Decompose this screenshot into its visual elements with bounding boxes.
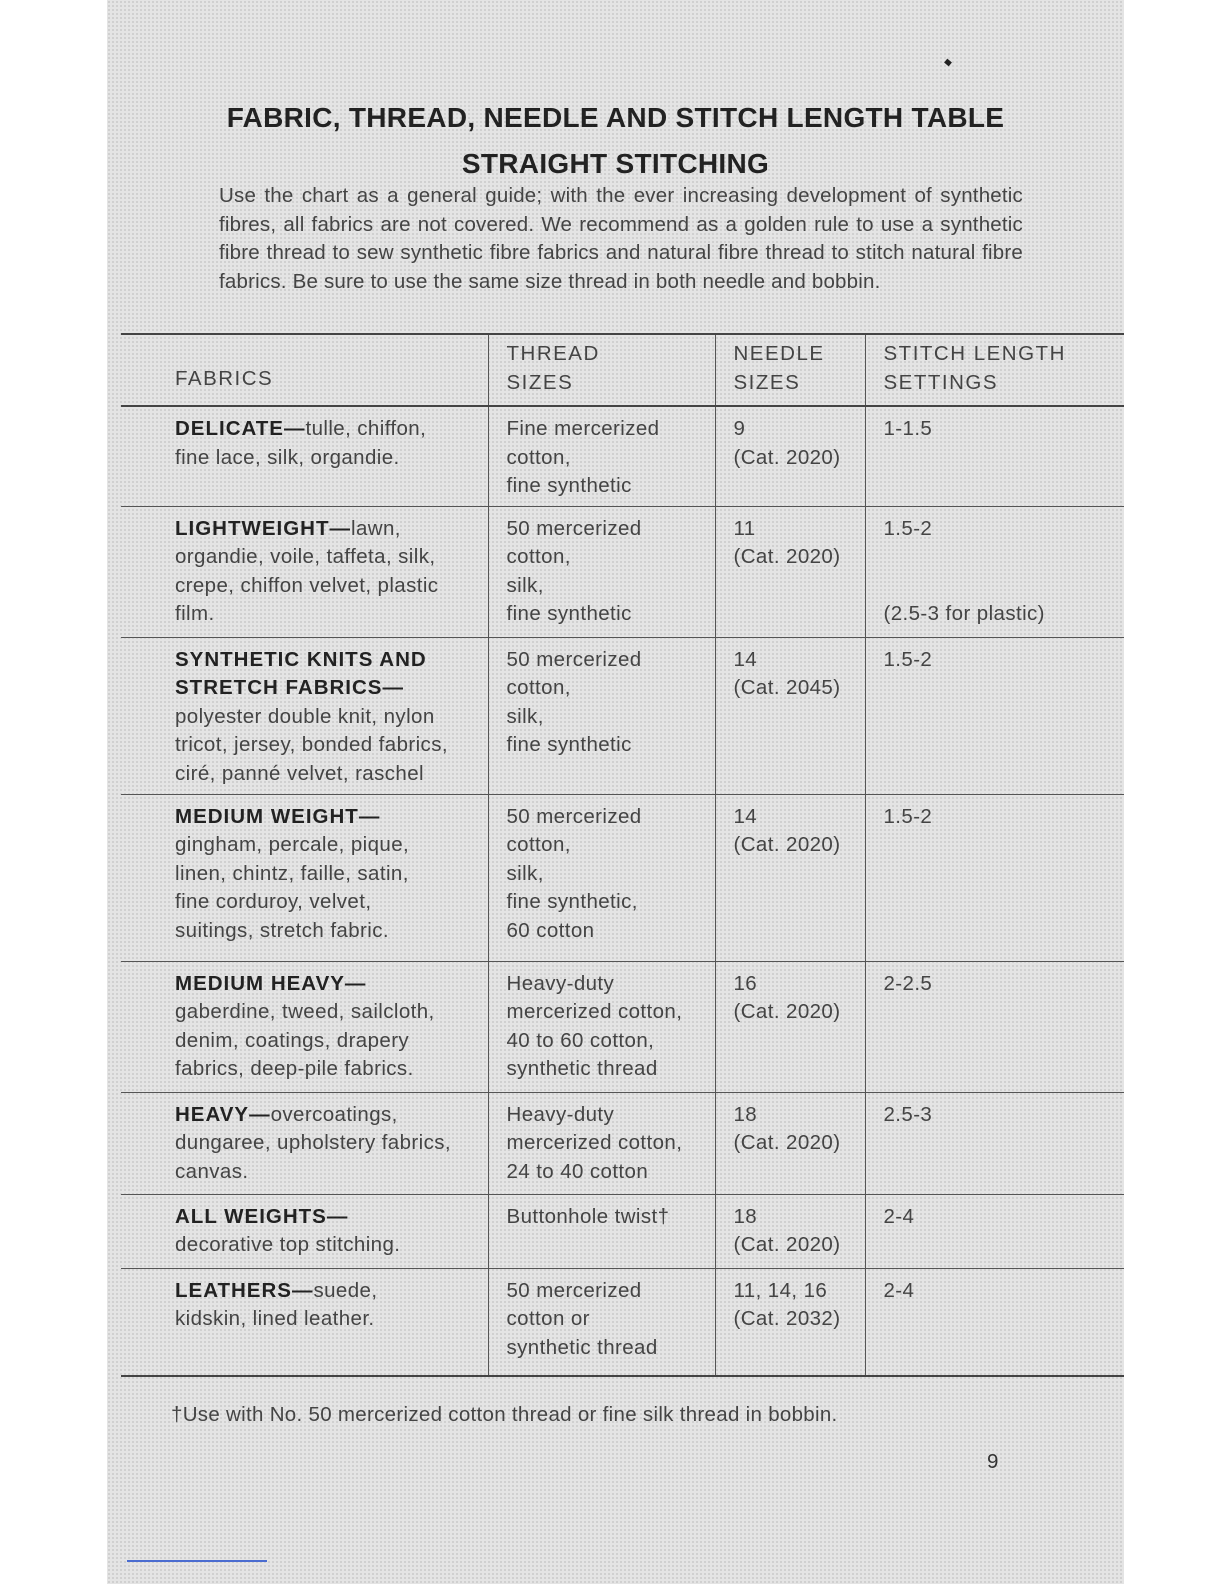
fabric-cell: [121, 406, 488, 506]
stitch-cell: 2-2.5: [865, 961, 1124, 1092]
fabric-cell: [121, 1194, 488, 1268]
fabric-description: suede, kidskin, lined leather.: [175, 1278, 378, 1330]
fabric-description: gaberdine, tweed, sailcloth, denim, coatings, drapery fabrics, deep-pile fabrics.: [175, 1000, 435, 1080]
needle-cell: 18 (Cat. 2020): [715, 1092, 865, 1194]
needle-cell: 14 (Cat. 2020): [715, 794, 865, 961]
fabric-description: decorative top stitching.: [175, 1233, 401, 1256]
fabric-description: lawn, organdie, voile, taffeta, silk, crepe, chiffon velvet, plastic film.: [175, 516, 439, 625]
stitch-cell: 1.5-2: [865, 794, 1124, 961]
table-row: [121, 961, 1124, 1092]
fabric-cell: [121, 506, 488, 637]
stitch-table: [121, 333, 1124, 1377]
thread-cell: 50 mercerized cotton, silk, fine synthetic, 60 cotton: [488, 794, 715, 961]
fabric-description: tulle, chiffon, fine lace, silk, organdie.: [175, 417, 427, 469]
fabric-cell: [121, 637, 488, 794]
page-number: 9: [987, 1450, 999, 1473]
fabric-name: ALL WEIGHTS—: [175, 1204, 349, 1228]
table-header-row: [121, 334, 1124, 406]
needle-cell: 11 (Cat. 2020): [715, 506, 865, 637]
fabric-name: MEDIUM HEAVY—: [175, 971, 367, 995]
needle-cell: 11, 14, 16 (Cat. 2032): [715, 1268, 865, 1376]
thread-cell: Buttonhole twist†: [488, 1194, 715, 1268]
table-row: [121, 794, 1124, 961]
page-subtitle: STRAIGHT STITCHING: [461, 148, 770, 179]
header-stitch-length: STITCH LENGTH SETTINGS: [865, 334, 1124, 406]
table-row: [121, 1194, 1124, 1268]
thread-cell: 50 mercerized cotton or synthetic thread: [488, 1268, 715, 1376]
fabric-name: DELICATE—: [175, 417, 306, 440]
fabric-cell: [121, 1092, 488, 1194]
scan-speck: [944, 59, 952, 67]
intro-paragraph: Use the chart as a general guide; with the ever increasing development of synthetic fibres, all fabrics are not covered. We recommend as a golden rule to use a synthetic fibre thread to sew synthetic fibre fabrics and natural fibre thread to stitch natural fibre fabrics. Be sure to use the same size thread in both needle and bobbin.: [219, 184, 1023, 293]
table-row: [121, 637, 1124, 794]
needle-cell: 16 (Cat. 2020): [715, 961, 865, 1092]
stitch-cell: 2.5-3: [865, 1092, 1124, 1194]
fabric-description: gingham, percale, pique, linen, chintz, faille, satin, fine corduroy, velvet, suitings, stretch fabric.: [175, 833, 410, 942]
footnote: †Use with No. 50 mercerized cotton thread or fine silk thread in bobbin.: [171, 1403, 838, 1426]
needle-cell: 9 (Cat. 2020): [715, 406, 865, 506]
needle-cell: 14 (Cat. 2045): [715, 637, 865, 794]
table-row: [121, 1268, 1124, 1376]
stitch-cell: 2-4: [865, 1268, 1124, 1376]
header-fabrics: FABRICS: [121, 334, 488, 406]
needle-cell: 18 (Cat. 2020): [715, 1194, 865, 1268]
fabric-cell: [121, 1268, 488, 1376]
page-title: FABRIC, THREAD, NEEDLE AND STITCH LENGTH TABLE: [226, 102, 1005, 133]
thread-cell: 50 mercerized cotton, silk, fine synthetic: [488, 637, 715, 794]
table-row: [121, 506, 1124, 637]
table-row: [121, 1092, 1124, 1194]
header-needle-sizes: NEEDLE SIZES: [715, 334, 865, 406]
scan-edge-mark: [127, 1560, 267, 1562]
fabric-name: HEAVY—: [175, 1102, 271, 1126]
fabric-name: LEATHERS—: [175, 1278, 314, 1302]
fabric-description: overcoatings, dungaree, upholstery fabrics, canvas.: [175, 1102, 451, 1183]
fabric-name: LIGHTWEIGHT—: [175, 516, 351, 540]
stitch-cell: 1.5-2: [865, 637, 1124, 794]
fabric-description: polyester double knit, nylon tricot, jersey, bonded fabrics, ciré, panné velvet, raschel: [175, 704, 448, 785]
fabric-name: MEDIUM WEIGHT—: [175, 804, 381, 828]
document-page: [107, 0, 1124, 1584]
table-row: [121, 406, 1124, 506]
fabric-cell: [121, 794, 488, 961]
thread-cell: Fine mercerized cotton, fine synthetic: [488, 406, 715, 506]
thread-cell: 50 mercerized cotton, silk, fine synthetic: [488, 506, 715, 637]
thread-cell: Heavy-duty mercerized cotton, 24 to 40 cotton: [488, 1092, 715, 1194]
stitch-cell: 2-4: [865, 1194, 1124, 1268]
stitch-cell: 1-1.5: [865, 406, 1124, 506]
stitch-cell: 1.5-2 (2.5-3 for plastic): [865, 506, 1124, 637]
fabric-cell: [121, 961, 488, 1092]
thread-cell: Heavy-duty mercerized cotton, 40 to 60 cotton, synthetic thread: [488, 961, 715, 1092]
header-thread-sizes: THREAD SIZES: [488, 334, 715, 406]
fabric-name: SYNTHETIC KNITS AND STRETCH FABRICS—: [175, 647, 427, 699]
